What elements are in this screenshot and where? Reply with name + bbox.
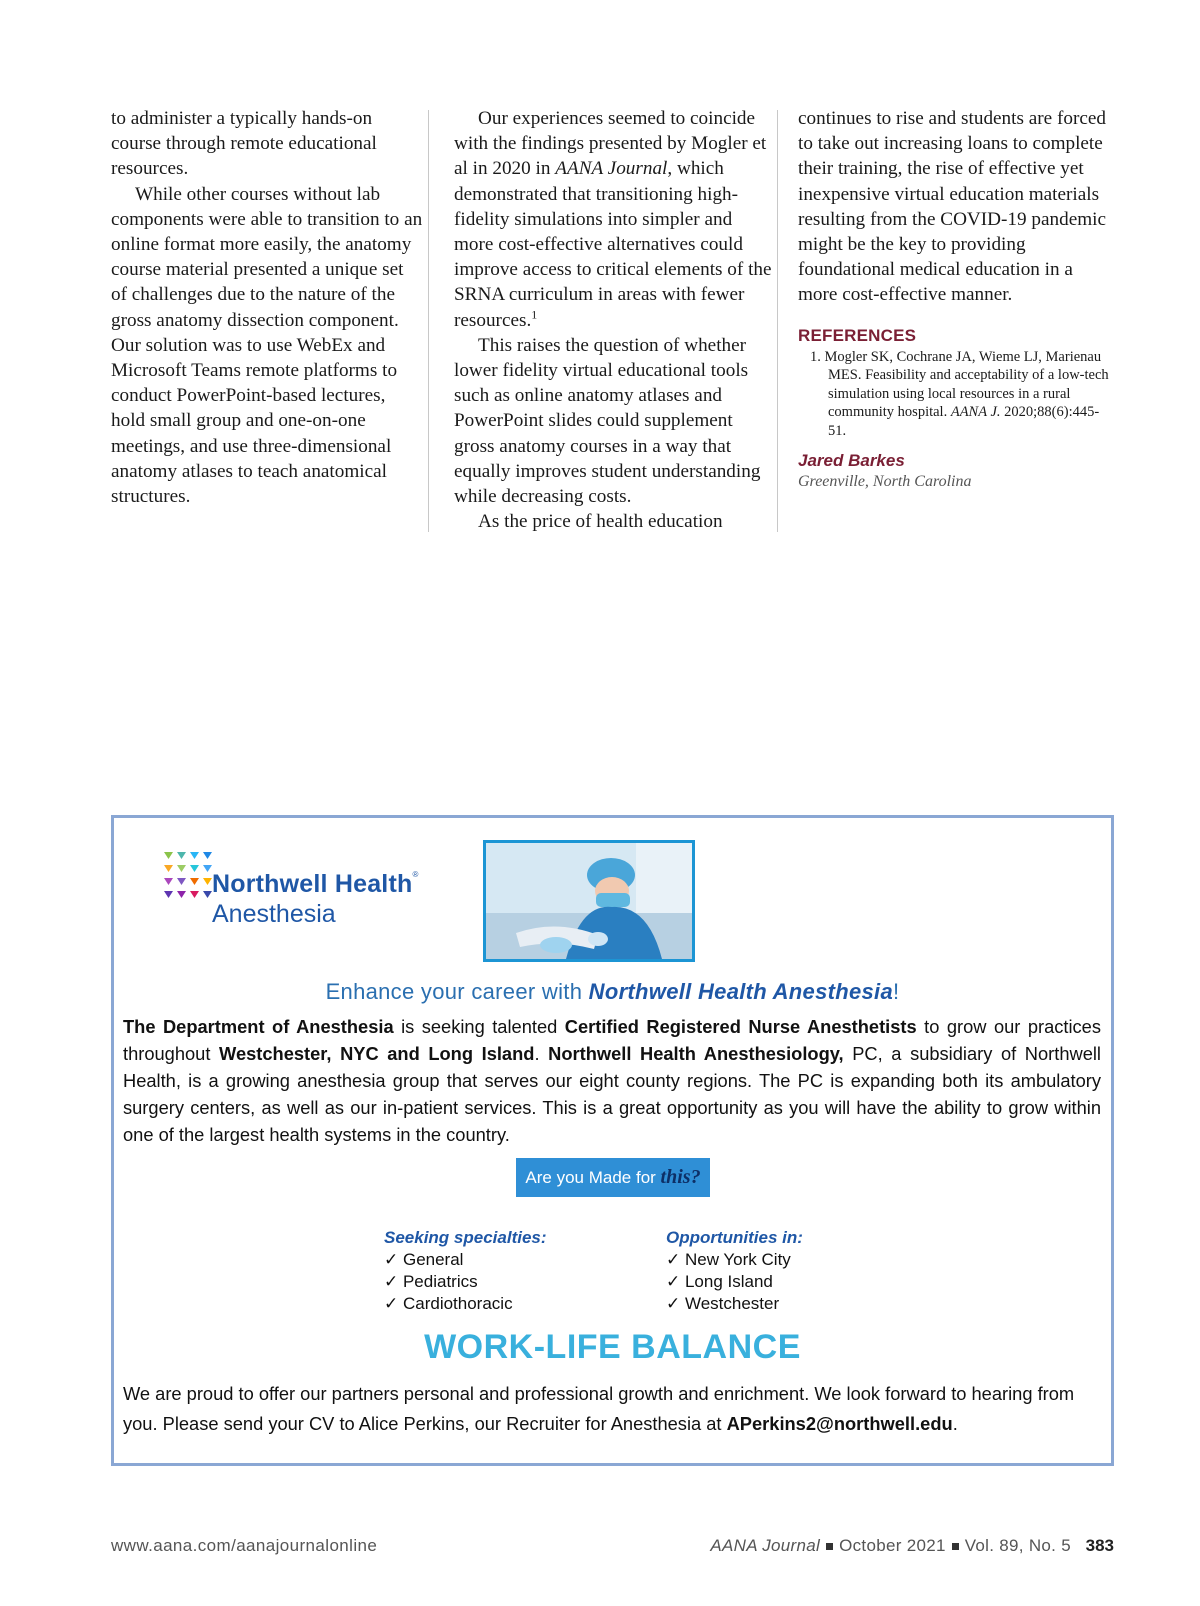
ad-tagline: Enhance your career with Northwell Health Anesthesia!: [325, 979, 900, 1004]
paragraph: to administer a typically hands-on course through remote educational resources.: [111, 108, 377, 180]
brand-name: Northwell Health®: [212, 870, 419, 898]
surgeon-illustration-icon: [486, 843, 692, 959]
opportunities-list: [666, 1227, 803, 1315]
footer-issue: AANA Journal October 2021 Vol. 89, No. 5: [710, 1536, 1071, 1555]
work-life-balance-headline: WORK-LIFE BALANCE: [424, 1328, 801, 1366]
column-divider: [428, 110, 429, 532]
paragraph: As the price of health education: [478, 511, 723, 533]
paragraph: Our experiences seemed to coincide with the findings presented by Mogler et al in 2020 in AANA Journal, which demonstrated that transitioning high-fidelity simulations into simpler and more cost-effective alternatives could improve access to critical elements of the SRNA curriculum in areas with fewer resources.$^1$: [454, 108, 772, 331]
brand-subtitle: Anesthesia: [212, 900, 336, 928]
recruiter-email[interactable]: APerkins2@northwell.edu: [726, 1413, 953, 1434]
list-item: ✓ General: [384, 1250, 464, 1269]
northwell-advertisement: [111, 815, 1114, 1466]
article-column-2: [454, 106, 772, 534]
reference-item: 1. Mogler SK, Cochrane JA, Wieme LJ, Marienau MES. Feasibility and acceptability of a low-tech simulation using local resources in a rural community hospital. AANA J. 2020;88(6):445-51.: [810, 348, 1109, 439]
ad-closing-text: We are proud to offer our partners personal and professional growth and enrichment. We look forward to hearing from you. Please send your CV to Alice Perkins, our Recruiter for Anesthesia at APerkins2@northwell.edu.: [123, 1383, 1075, 1434]
paragraph: This raises the question of whether lower fidelity virtual educational tools such as online anatomy atlases and PowerPoint slides could supplement gross anatomy courses in a way that equally improves student understanding while decreasing costs.: [454, 334, 761, 508]
made-for-this-badge: Are you Made for this?: [516, 1158, 710, 1197]
specialties-list: [384, 1227, 547, 1315]
paragraph: continues to rise and students are forced to take out increasing loans to complete their training, the rise of effective yet inexpensive virtual education materials resulting from the COVID-19 pandemic might be the key to providing foundational medical education in a more cost-effective manner.: [798, 108, 1106, 306]
article-column-1: [111, 106, 423, 509]
paragraph: While other courses without lab components were able to transition to an online format more easily, the anatomy course material presented a unique set of challenges due to the nature of the gross anatomy dissection component. Our solution was to use WebEx and Microsoft Teams remote platforms to conduct PowerPoint-based lectures, hold small group and one-on-one meetings, and use three-dimensional anatomy atlases to teach anatomical structures.: [111, 183, 423, 508]
page-number: 383: [1085, 1536, 1114, 1555]
author-name: Jared Barkes: [798, 451, 905, 471]
specialties-heading: Seeking specialties:: [384, 1228, 547, 1247]
list-item: ✓ Westchester: [666, 1294, 780, 1313]
ad-description: The Department of Anesthesia is seeking talented Certified Registered Nurse Anesthetists to grow our practices throughout Westchester, NYC and Long Island. Northwell Health Anesthesiology, PC, a subsidiary of Northwell Health, is a growing anesthesia group that serves our eight county regions. The PC is expanding both its ambulatory surgery centers, as well as our in-patient services. This is a great opportunity as you will have the ability to grow within one of the largest health systems in the country.: [123, 1016, 1101, 1145]
list-item: ✓ Long Island: [666, 1272, 773, 1291]
references-heading: REFERENCES: [798, 325, 917, 345]
surgeon-photo: [483, 840, 695, 962]
footer-url[interactable]: www.aana.com/aanajournalonline: [111, 1536, 378, 1555]
journal-name: AANA Journal: [555, 158, 668, 180]
citation-superscript: 1: [531, 307, 538, 322]
list-item: ✓ Pediatrics: [384, 1272, 478, 1291]
list-item: ✓ New York City: [666, 1250, 791, 1269]
list-item: ✓ Cardiothoracic: [384, 1294, 513, 1313]
opportunities-heading: Opportunities in:: [666, 1228, 803, 1247]
author-location: Greenville, North Carolina: [798, 473, 972, 491]
article-body: [111, 106, 1111, 536]
column-divider: [777, 110, 778, 532]
article-column-3: [798, 106, 1111, 492]
